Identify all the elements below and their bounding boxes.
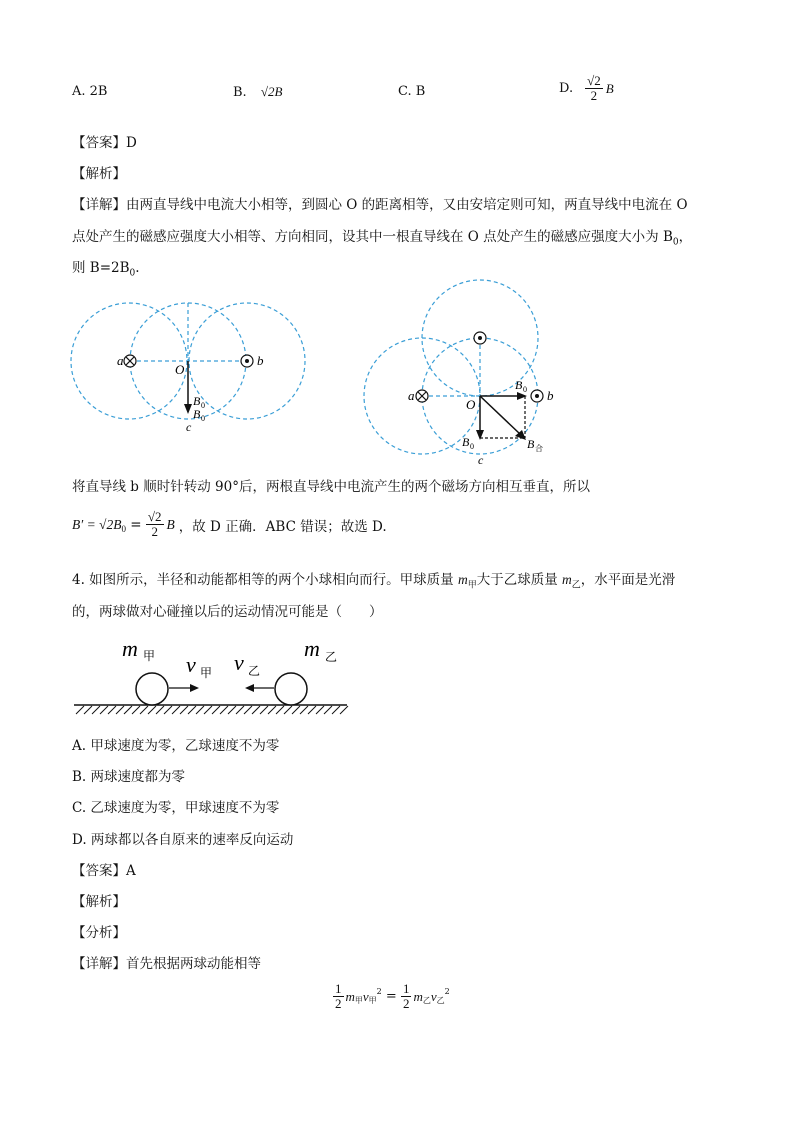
option-d-denominator: 2 [590,88,598,103]
fig-m2-sub: 乙 [325,650,338,664]
eq-right-v: v [430,988,437,1004]
wire-a-into-page-icon [124,355,136,367]
wire-b-out-of-page-icon [531,390,543,402]
formula-lhs: B′ = √2B [72,516,122,532]
arrow-bhe-shaft [480,396,520,434]
q4-stem-m1-sub: 甲 [467,580,477,591]
kinetic-energy-equation [333,982,450,1011]
arrow-v-yi-head [245,684,254,692]
q3-detail-line-1: 【详解】由两直导线中电流大小相等，到圆心 O 的距离相等，又由安培定则可知，两直导线中电流在 O [72,197,688,213]
eq-right-m: m [413,988,423,1004]
q3-detail-line-3-sub: 0 [129,268,136,279]
fig1-label-b0-2: B [193,407,201,421]
q4-option-a: A. 甲球速度为零，乙球速度不为零 [72,738,280,754]
q3-detail-line-3-text: 则 B=2B [72,260,130,276]
arrow-v-jia-head [190,684,199,692]
q3-detail-line-2-end: ， [678,229,693,245]
eq-left-v: v [362,988,369,1004]
option-d-numerator: √2 [587,73,601,88]
q3-answer: 【答案】D [72,135,137,151]
eq-left-v-sub: 甲 [368,996,377,1005]
magnetic-field-diagram-1 [68,296,318,436]
eq-left-num: 1 [335,981,342,996]
q3-analysis-heading: 【解析】 [72,166,126,182]
q4-answer: 【答案】A [72,863,136,879]
q4-option-c: C. 乙球速度为零，甲球速度不为零 [72,800,280,816]
fig2-label-b0-top: B [515,378,523,392]
q4-stem-part-1: 4. 如图所示，半径和动能都相等的两个小球相向而行。甲球质量 [72,572,458,588]
wire-a-into-page-icon [416,390,428,402]
fig-v1-sub: 甲 [200,666,213,680]
q3-formula [72,510,387,539]
eq-right-m-sub: 乙 [422,996,431,1005]
fig1-label-c: c [186,420,192,434]
option-c: C. B [398,84,426,99]
eq-right-sup: 2 [444,987,450,996]
fig2-label-b0-top-sub: 0 [523,385,527,394]
fig1-label-a: a [117,353,124,368]
eq-left-sup: 2 [376,987,382,996]
fig2-label-b0-left: B [462,435,470,449]
q3-detail-line-3-end: . [135,260,140,276]
magnetic-field-diagram-2 [360,278,560,468]
fig2-label-c: c [478,453,484,467]
option-d-b: B [605,80,614,96]
eq-right-v-sub: 乙 [436,996,445,1005]
option-b-prefix: B. [233,85,247,100]
fig1-label-b0-1: B [193,394,201,408]
q4-stem-m2-sub: 乙 [571,580,581,591]
ball-jia [136,673,168,705]
fig1-label-b: b [257,353,264,368]
formula-fraction [146,510,164,539]
eq-left-m: m [345,988,355,1004]
fig2-label-o: O [466,397,476,412]
fig2-label-b: b [547,388,554,403]
fig-v2: v [234,650,244,675]
eq-fraction-left [333,982,344,1011]
formula-denominator: 2 [151,524,158,539]
q3-detail-line-2 [72,225,692,248]
q4-detail: 【详解】首先根据两球动能相等 [72,956,261,972]
q4-stem-line-2: 的，两球做对心碰撞以后的运动情况可能是（ ） [72,604,383,620]
eq-right-den: 2 [402,996,410,1011]
eq-fraction-right [401,982,412,1011]
fig2-label-b0-left-sub: 0 [470,442,474,451]
q3-detail-line-3 [72,256,140,279]
q4-analysis-heading: 【解析】 [72,894,126,910]
fig2-label-bhe-sub: 合 [535,444,543,453]
formula-numerator: √2 [147,509,162,524]
eq-right-num: 1 [402,981,410,996]
ball-yi [275,673,307,705]
option-d-fraction [585,74,603,103]
option-d [559,74,614,103]
fig-m2: m [304,636,320,661]
formula-b: B [166,516,175,532]
q4-stem-m2: m [562,572,572,587]
formula-sub: 0 [121,523,126,534]
formula-eq: = [125,516,146,533]
formula-tail: ，故 D 正确．ABC 错误；故选 D. [178,518,387,535]
fig1-label-b0-1-sub: 0 [201,401,205,410]
option-b-math: √2B [260,84,283,99]
eq-left-den: 2 [335,996,342,1011]
q3-detail-line-2-sub: 0 [672,237,679,248]
eq-left-m-sub: 甲 [354,996,363,1005]
fig2-label-bhe: B [527,437,535,451]
fig-v1: v [186,652,196,677]
eq-equals: = [381,989,401,1004]
fig2-label-a: a [408,388,415,403]
fig1-label-b0-2-sub: 0 [201,414,205,423]
fig-m1-sub: 甲 [143,649,156,663]
q4-stem-line-1 [72,568,675,591]
q4-option-b: B. 两球速度都为零 [72,769,186,785]
arrow-b0-head [184,404,192,414]
collision-diagram [72,632,352,722]
q4-stem-part-2: 大于乙球质量 [476,572,563,588]
fig-m1: m [122,636,138,661]
q4-stem-part-3: ，水平面是光滑 [580,572,676,588]
q4-fenxi-heading: 【分析】 [72,925,126,941]
ground-hatching [76,706,348,714]
wire-top-out-of-page-icon [474,332,486,344]
wire-b-out-of-page-icon [241,355,253,367]
fig-v2-sub: 乙 [248,664,261,678]
q3-detail-line-2-text: 点处产生的磁感应强度大小相等、方向相同，设其中一根直导线在 O 点处产生的磁感应强度大小为 B [72,229,673,245]
q4-stem-m1: m [457,572,468,587]
fig1-label-o: O [175,362,185,377]
q4-option-d: D. 两球都以各自原来的速率反向运动 [72,832,294,848]
q3-rotation-text: 将直导线 b 顺时针转动 90°后，两根直导线中电流产生的两个磁场方向相互垂直，所以 [72,479,590,495]
option-b [233,84,282,100]
option-d-prefix: D. [559,81,574,96]
option-a: A. 2B [72,84,108,99]
